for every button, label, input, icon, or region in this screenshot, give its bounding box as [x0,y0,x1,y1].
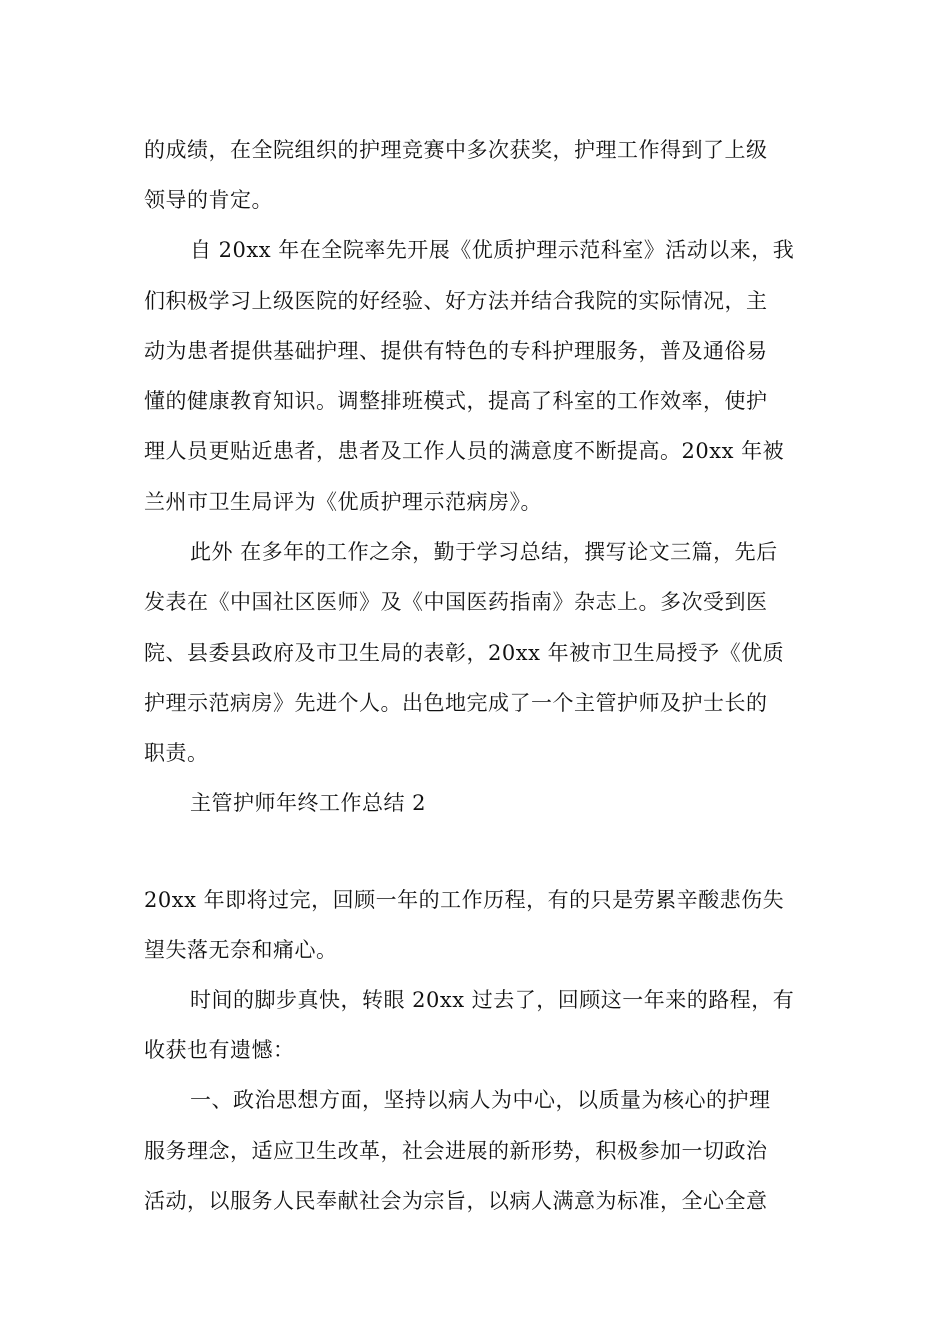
section-heading: 主管护师年终工作总结 2 [190,791,427,815]
text-line: 服务理念，适应卫生改革，社会进展的新形势，积极参加一切政治 [144,1139,768,1163]
text-line: 动为患者提供基础护理、提供有特色的专科护理服务，普及通俗易 [144,339,768,363]
text-line: 护理示范病房》先进个人。出色地完成了一个主管护师及护士长的 [144,691,768,715]
text-line: 活动，以服务人民奉献社会为宗旨，以病人满意为标准，全心全意 [144,1189,768,1213]
text-line: 一、政治思想方面，坚持以病人为中心，以质量为核心的护理 [190,1088,771,1112]
text-line: 此外 在多年的工作之余，勤于学习总结，撰写论文三篇，先后 [190,540,778,564]
text-line: 兰州市卫生局评为《优质护理示范病房》。 [144,490,542,514]
text-line: 领导的肯定。 [144,188,273,212]
text-line: 职责。 [144,741,209,765]
text-line: 懂的健康教育知识。调整排班模式，提高了科室的工作效率，使护 [144,389,768,413]
text-line: 收获也有遗憾： [144,1038,295,1062]
text-line: 望失落无奈和痛心。 [144,938,338,962]
text-line: 时间的脚步真快，转眼 20xx 过去了，回顾这一年来的路程，有 [190,988,795,1012]
text-line: 院、县委县政府及市卫生局的表彰，20xx 年被市卫生局授予《优质 [144,641,785,665]
text-line: 的成绩，在全院组织的护理竞赛中多次获奖，护理工作得到了上级 [144,138,768,162]
text-line: 发表在《中国社区医师》及《中国医药指南》杂志上。多次受到医 [144,590,768,614]
text-line: 们积极学习上级医院的好经验、好方法并结合我院的实际情况，主 [144,289,768,313]
text-line: 理人员更贴近患者，患者及工作人员的满意度不断提高。20xx 年被 [144,439,785,463]
text-line: 20xx 年即将过完，回顾一年的工作历程，有的只是劳累辛酸悲伤失 [144,888,785,912]
text-line: 自 20xx 年在全院率先开展《优质护理示范科室》活动以来，我 [190,238,795,262]
